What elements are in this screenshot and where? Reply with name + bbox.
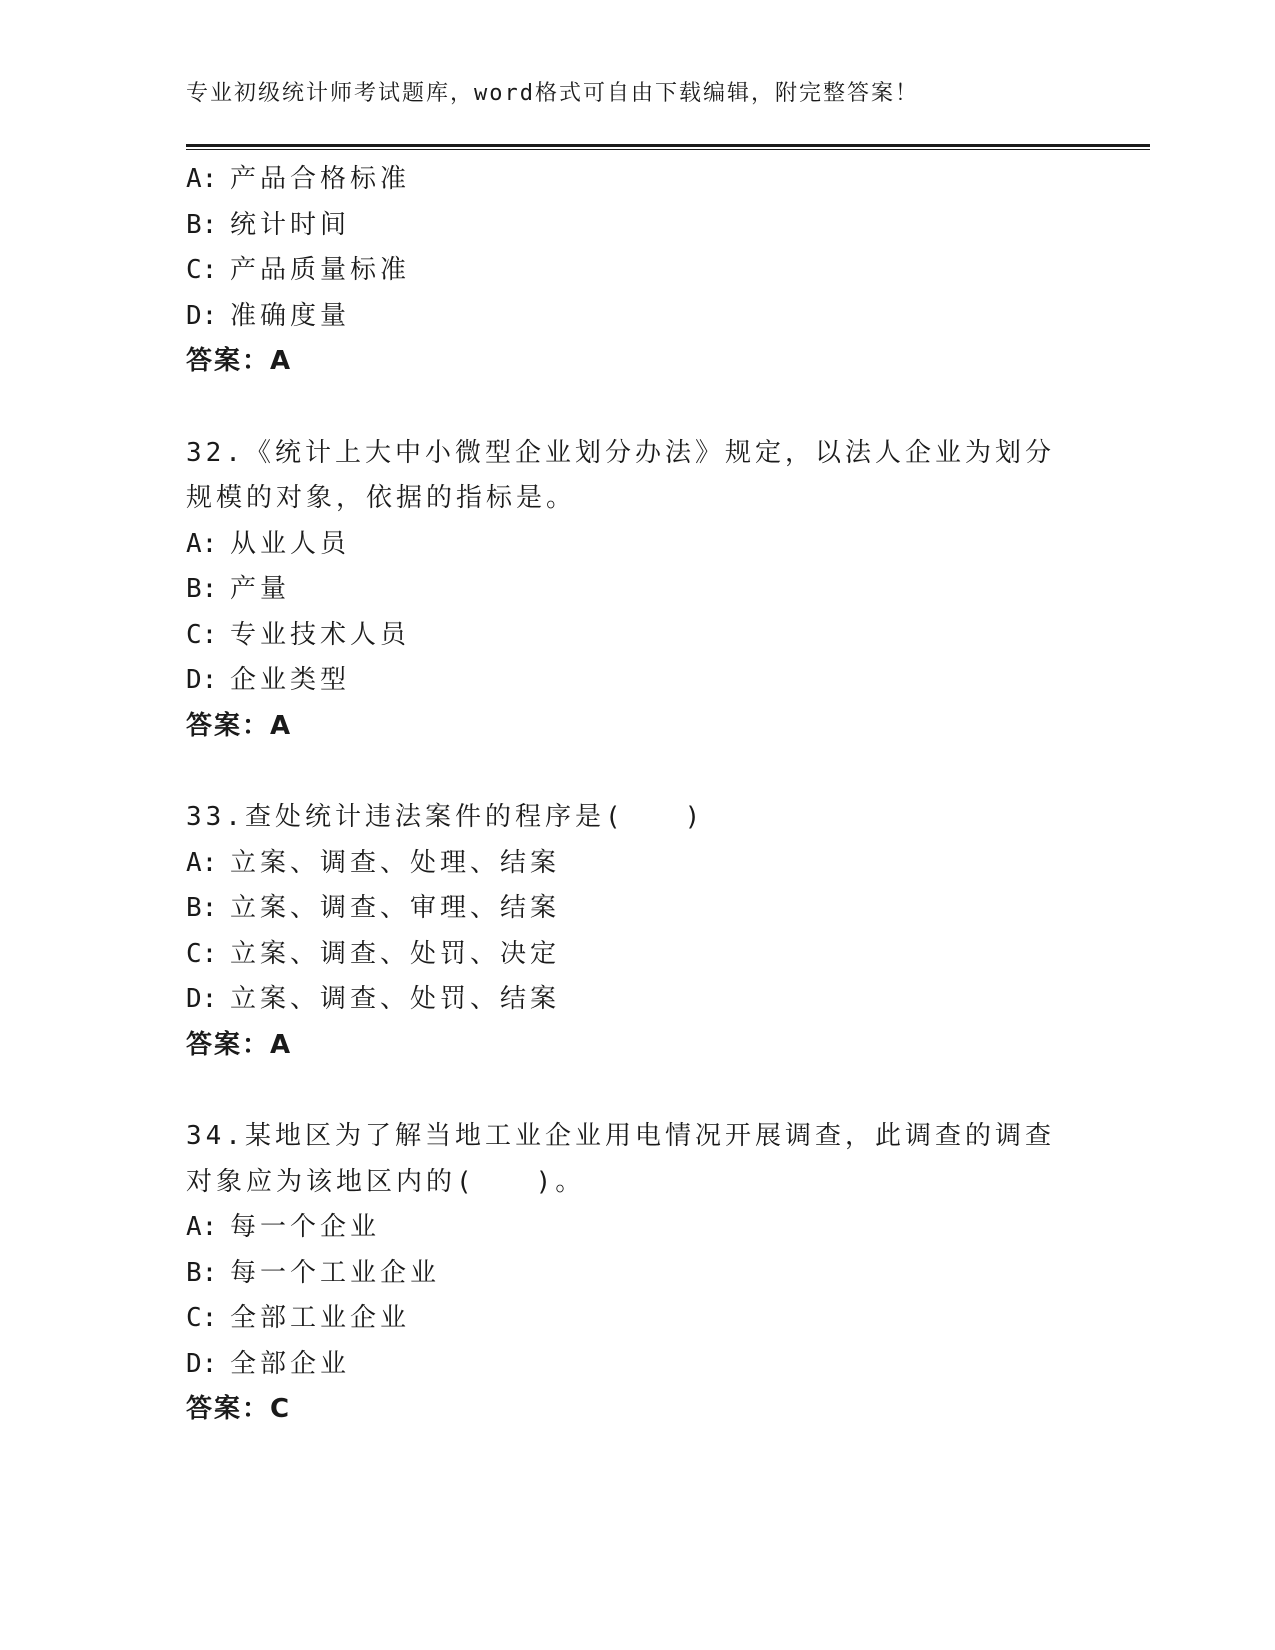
question-text: 34.某地区为了解当地工业企业用电情况开展调查，此调查的调查对象应为该地区内的( )。 [186, 1121, 1055, 1197]
option-a [186, 157, 1086, 203]
header-rule-thick [186, 144, 1150, 147]
option-letter: C: [186, 255, 218, 285]
option-letter: B: [186, 574, 218, 604]
option-letter: A: [186, 528, 218, 559]
answer-line: 答案：A [186, 710, 293, 741]
spacer [186, 385, 1086, 431]
option-text: 产品合格标准 [230, 164, 411, 194]
option-text: 产品质量标准 [230, 255, 411, 285]
option-text: 准确度量 [230, 300, 351, 331]
option-letter: A: [186, 164, 218, 194]
option-c [186, 932, 1086, 978]
option-text: 立案、调查、处理、结案 [230, 847, 561, 878]
option-a [186, 841, 1086, 887]
question-34 [186, 1114, 1086, 1433]
option-text: 每一个工业企业 [230, 1257, 441, 1288]
option-text: 全部工业企业 [230, 1303, 411, 1333]
question-text: 33.查处统计违法案件的程序是( ) [186, 802, 705, 832]
option-d [186, 658, 1086, 704]
option-text: 专业技术人员 [230, 619, 411, 650]
question-33 [186, 795, 1086, 1068]
option-d [186, 977, 1086, 1023]
option-text: 每一个企业 [230, 1212, 381, 1242]
option-text: 统计时间 [230, 209, 351, 240]
option-letter: A: [186, 1212, 218, 1242]
option-c [186, 1296, 1086, 1342]
option-letter: C: [186, 619, 218, 650]
header-rule-thin [186, 149, 1150, 150]
option-letter: B: [186, 1257, 218, 1288]
option-letter: A: [186, 847, 218, 878]
option-text: 立案、调查、处罚、决定 [230, 938, 561, 969]
option-b [186, 886, 1086, 932]
page-header: 专业初级统计师考试题库，word格式可自由下载编辑，附完整答案！ [186, 81, 919, 106]
question-text: 32.《统计上大中小微型企业划分办法》规定，以法人企业为划分规模的对象，依据的指标是。 [186, 437, 1055, 513]
option-letter: C: [186, 938, 218, 969]
option-text: 立案、调查、审理、结案 [230, 893, 561, 923]
option-letter: B: [186, 893, 218, 923]
option-letter: D: [186, 984, 218, 1014]
option-letter: B: [186, 209, 218, 240]
option-d [186, 1342, 1086, 1388]
option-b [186, 1251, 1086, 1297]
option-letter: D: [186, 300, 218, 331]
answer-line: 答案：C [186, 1394, 292, 1424]
option-text: 企业类型 [230, 665, 351, 695]
option-letter: D: [186, 665, 218, 695]
option-letter: C: [186, 1303, 218, 1333]
option-b [186, 567, 1086, 613]
option-text: 从业人员 [230, 528, 351, 559]
question-32 [186, 431, 1086, 750]
option-a [186, 522, 1086, 568]
option-text: 产量 [230, 574, 291, 604]
option-text: 立案、调查、处罚、结案 [230, 984, 561, 1014]
spacer [186, 1068, 1086, 1114]
option-text: 全部企业 [230, 1348, 351, 1379]
option-letter: D: [186, 1348, 218, 1379]
answer-line: 答案：A [186, 346, 293, 376]
option-a [186, 1205, 1086, 1251]
question-list [186, 157, 1086, 1433]
answer-line: 答案：A [186, 1029, 293, 1060]
question-31 [186, 157, 1086, 385]
option-d [186, 294, 1086, 340]
option-c [186, 248, 1086, 294]
option-b [186, 203, 1086, 249]
spacer [186, 749, 1086, 795]
option-c [186, 613, 1086, 659]
